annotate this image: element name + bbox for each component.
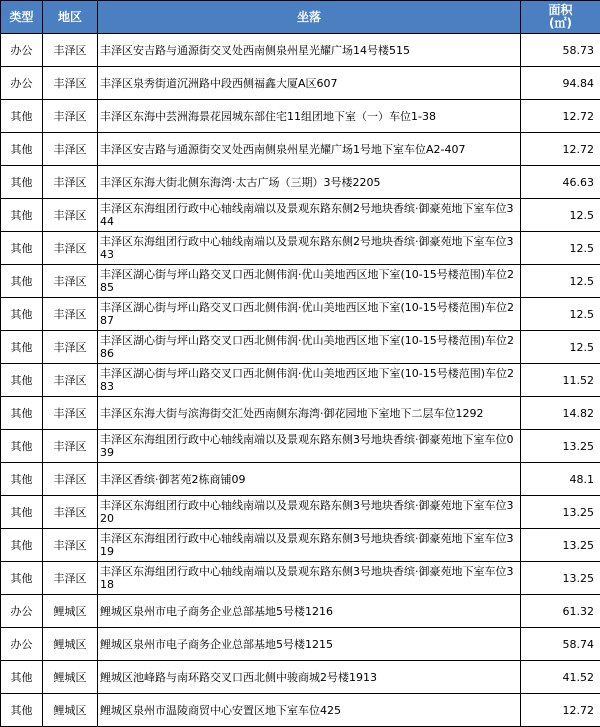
- table-row: [1, 331, 600, 364]
- cell-size: 13.25: [521, 562, 600, 595]
- cell-type: 其他: [1, 529, 43, 562]
- cell-size: 11.52: [521, 364, 600, 397]
- cell-area: 丰泽区: [43, 199, 98, 232]
- cell-type: 其他: [1, 496, 43, 529]
- cell-area: 丰泽区: [43, 298, 98, 331]
- cell-address: 丰泽区东海组团行政中心轴线南端以及景观东路东侧3号地块香缤·御豪苑地下室车位320: [98, 496, 521, 529]
- cell-address: 鲤城区泉州市电子商务企业总部基地5号楼1216: [98, 595, 521, 628]
- cell-area: 丰泽区: [43, 364, 98, 397]
- cell-size: 12.5: [521, 298, 600, 331]
- cell-address: 鲤城区泉州市温陵商贸中心安置区地下室车位425: [98, 694, 521, 727]
- cell-area: 丰泽区: [43, 430, 98, 463]
- cell-address: 丰泽区安吉路与通源街交叉处西南侧泉州星光耀广场14号楼515: [98, 34, 521, 67]
- cell-size: 12.5: [521, 265, 600, 298]
- table-row: [1, 133, 600, 166]
- cell-size: 12.5: [521, 331, 600, 364]
- cell-type: 办公: [1, 628, 43, 661]
- table-row: [1, 199, 600, 232]
- table-row: [1, 34, 600, 67]
- table-row: [1, 562, 600, 595]
- table-row: [1, 232, 600, 265]
- cell-address: 丰泽区东海组团行政中心轴线南端以及景观东路东侧3号地块香缤·御豪苑地下室车位319: [98, 529, 521, 562]
- cell-type: 办公: [1, 34, 43, 67]
- cell-size: 13.25: [521, 496, 600, 529]
- cell-type: 其他: [1, 331, 43, 364]
- cell-type: 其他: [1, 298, 43, 331]
- cell-size: 41.52: [521, 661, 600, 694]
- cell-type: 其他: [1, 265, 43, 298]
- table-row: [1, 100, 600, 133]
- cell-area: 丰泽区: [43, 529, 98, 562]
- cell-type: 其他: [1, 364, 43, 397]
- cell-size: 46.63: [521, 166, 600, 199]
- cell-address: 鲤城区泉州市电子商务企业总部基地5号楼1215: [98, 628, 521, 661]
- table-row: [1, 166, 600, 199]
- cell-address: 丰泽区泉秀街道沉洲路中段西侧福鑫大厦A区607: [98, 67, 521, 100]
- cell-area: 丰泽区: [43, 166, 98, 199]
- table-row: [1, 364, 600, 397]
- cell-address: 丰泽区东海中芸洲海景花园城东部住宅11组团地下室（一）车位1-38: [98, 100, 521, 133]
- cell-address: 丰泽区湖心街与坪山路交叉口西北侧伟润·优山美地西区地下室(10-15号楼范围)车位287: [98, 298, 521, 331]
- cell-size: 13.25: [521, 529, 600, 562]
- cell-address: 丰泽区东海大街北侧东海湾·太古广场（三期）3号楼2205: [98, 166, 521, 199]
- cell-area: 丰泽区: [43, 232, 98, 265]
- cell-type: 其他: [1, 430, 43, 463]
- table-row: [1, 661, 600, 694]
- cell-address: 丰泽区东海组团行政中心轴线南端以及景观东路东侧3号地块香缤·御豪苑地下室车位318: [98, 562, 521, 595]
- cell-size: 13.25: [521, 430, 600, 463]
- cell-address: 丰泽区湖心街与坪山路交叉口西北侧伟润·优山美地西区地下室(10-15号楼范围)车位286: [98, 331, 521, 364]
- table-body: [1, 34, 600, 727]
- table-row: [1, 397, 600, 430]
- table-row: [1, 463, 600, 496]
- cell-type: 其他: [1, 166, 43, 199]
- header-size-unit: (㎡): [523, 17, 598, 30]
- cell-type: 办公: [1, 595, 43, 628]
- cell-size: 48.1: [521, 463, 600, 496]
- cell-type: 其他: [1, 232, 43, 265]
- cell-area: 鲤城区: [43, 661, 98, 694]
- cell-address: 丰泽区湖心街与坪山路交叉口西北侧伟润·优山美地西区地下室(10-15号楼范围)车位285: [98, 265, 521, 298]
- cell-type: 其他: [1, 694, 43, 727]
- cell-area: 鲤城区: [43, 694, 98, 727]
- cell-type: 其他: [1, 661, 43, 694]
- table-row: [1, 298, 600, 331]
- cell-size: 58.73: [521, 34, 600, 67]
- cell-address: 丰泽区东海组团行政中心轴线南端以及景观东路东侧3号地块香缤·御豪苑地下室车位039: [98, 430, 521, 463]
- cell-address: 丰泽区东海组团行政中心轴线南端以及景观东路东侧2号地块香缤·御豪苑地下室车位343: [98, 232, 521, 265]
- cell-type: 其他: [1, 397, 43, 430]
- table-row: [1, 628, 600, 661]
- header-address: 坐落: [98, 1, 521, 34]
- table-row: [1, 694, 600, 727]
- cell-size: 12.5: [521, 199, 600, 232]
- cell-address: 鲤城区池峰路与南环路交叉口西北侧中骏商城2号楼1913: [98, 661, 521, 694]
- table-row: [1, 430, 600, 463]
- cell-type: 其他: [1, 562, 43, 595]
- cell-area: 丰泽区: [43, 100, 98, 133]
- cell-type: 其他: [1, 463, 43, 496]
- cell-address: 丰泽区香缤·御茗苑2栋商铺09: [98, 463, 521, 496]
- cell-area: 丰泽区: [43, 397, 98, 430]
- cell-area: 丰泽区: [43, 562, 98, 595]
- cell-area: 丰泽区: [43, 265, 98, 298]
- header-area: 地区: [43, 1, 98, 34]
- cell-size: 12.72: [521, 694, 600, 727]
- header-size-label: 面积: [523, 4, 598, 17]
- header-type: 类型: [1, 1, 43, 34]
- table-row: [1, 265, 600, 298]
- table-row: [1, 529, 600, 562]
- cell-area: 丰泽区: [43, 34, 98, 67]
- cell-type: 其他: [1, 133, 43, 166]
- table-row: [1, 67, 600, 100]
- cell-size: 14.82: [521, 397, 600, 430]
- cell-address: 丰泽区东海大街与滨海街交汇处西南侧东海湾·御花园地下室地下二层车位1292: [98, 397, 521, 430]
- cell-area: 鲤城区: [43, 628, 98, 661]
- cell-area: 鲤城区: [43, 595, 98, 628]
- cell-type: 其他: [1, 199, 43, 232]
- cell-area: 丰泽区: [43, 133, 98, 166]
- cell-area: 丰泽区: [43, 496, 98, 529]
- cell-size: 58.74: [521, 628, 600, 661]
- cell-size: 12.72: [521, 133, 600, 166]
- table-row: [1, 595, 600, 628]
- cell-address: 丰泽区东海组团行政中心轴线南端以及景观东路东侧2号地块香缤·御豪苑地下室车位344: [98, 199, 521, 232]
- cell-size: 12.5: [521, 232, 600, 265]
- cell-address: 丰泽区湖心街与坪山路交叉口西北侧伟润·优山美地西区地下室(10-15号楼范围)车位283: [98, 364, 521, 397]
- cell-area: 丰泽区: [43, 331, 98, 364]
- cell-address: 丰泽区安吉路与通源街交叉处西南侧泉州星光耀广场1号地下室车位A2-407: [98, 133, 521, 166]
- cell-type: 其他: [1, 100, 43, 133]
- cell-size: 12.72: [521, 100, 600, 133]
- table-row: [1, 496, 600, 529]
- cell-area: 丰泽区: [43, 463, 98, 496]
- header-row: [1, 1, 600, 34]
- cell-size: 61.32: [521, 595, 600, 628]
- header-size: [521, 1, 600, 34]
- cell-type: 办公: [1, 67, 43, 100]
- cell-size: 94.84: [521, 67, 600, 100]
- cell-area: 丰泽区: [43, 67, 98, 100]
